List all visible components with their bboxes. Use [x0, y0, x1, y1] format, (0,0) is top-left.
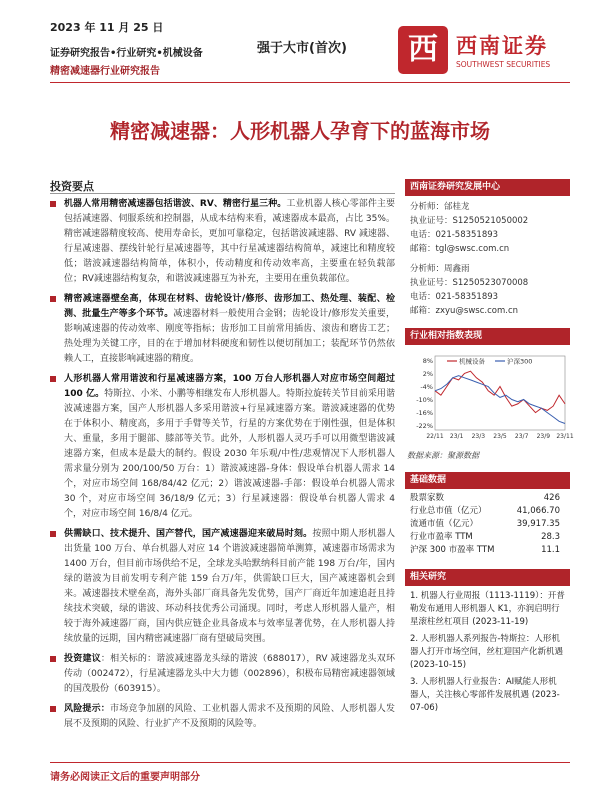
key-data-value: 39,917.35 — [516, 519, 560, 529]
paragraph-text: 工业机器人核心零部件主要包括减速器、伺服系统和控制器，从成本结构来看，减速器成本最高，占比 35%。精密减速器精度较高、使用寿命长，更加可靠稳定，包括谐波减速器、RV 减速器、行星减速器、摆线针轮行星减速器等，其中行星减速器结构简单，减速比和精度较低；谐波减速器结构简单，体积小，传动精度和传动效率高，主要重在轻负载部位；RV减速器结构复杂，和谐波减速器互为补充，主要用在重负载部位。 — [64, 199, 395, 284]
y-tick-label: 2% — [422, 369, 433, 378]
key-data-label: 沪深 300 市盈率 TTM — [410, 545, 495, 555]
key-data-value: 41,066.70 — [516, 506, 560, 516]
chart-source: 数据来源：聚源数据 — [407, 451, 479, 460]
summary-paragraph — [50, 372, 395, 522]
related-item[interactable]: 1. 机器人行业周报（1113-1119）：开普勒发布通用人形机器人 K1，亦润启明行星滚柱丝杠项目 (2023-11-19) — [410, 591, 565, 627]
y-tick-label: -16% — [416, 409, 433, 418]
footer-rule — [50, 762, 570, 763]
report-type-rest: •行业研究•机械设备 — [110, 48, 203, 59]
summary-rule — [50, 193, 395, 194]
logo-cn-text: 西南证券 — [456, 34, 548, 58]
report-type — [50, 44, 203, 59]
chart-wrap — [405, 348, 574, 448]
index-chart — [405, 348, 574, 448]
x-tick-label: 23/1 — [449, 433, 464, 440]
analyst-email[interactable]: 邮箱：tgl@swsc.com.cn — [410, 244, 510, 254]
summary-paragraph — [50, 702, 395, 732]
key-data-row — [405, 518, 570, 531]
key-data-row — [405, 531, 570, 544]
related-section — [405, 569, 570, 715]
key-data-value: 28.3 — [541, 532, 560, 542]
x-tick-label: 23/11 — [556, 433, 574, 440]
x-tick-label: 23/5 — [493, 433, 507, 440]
paragraph-lead: 投资建议 — [64, 654, 101, 664]
paragraph-lead: 机器人常用精密减速器包括谐波、RV、精密行星三种。 — [64, 199, 287, 209]
bullet-icon — [50, 706, 56, 712]
key-data-value: 426 — [543, 493, 560, 503]
x-tick-label: 23/7 — [514, 433, 529, 440]
summary-body — [50, 197, 395, 737]
analyst-phone: 电话：021-58351893 — [410, 230, 499, 240]
chart-section — [405, 328, 574, 461]
chart-heading: 行业相对指数表现 — [405, 328, 570, 345]
key-data-row — [405, 505, 570, 518]
paragraph-text: 按照中期人形机器人出货量 100 万台、单台机器人对应 14 个谐波减速器简单测算，减速器市场需求为 1400 万台，但目前市场供给不足，全球龙头哈默纳科目前产能 198 万台/年，国内绿的谐波为目前发明专利产能 159 台万/年，供需缺口巨大，国产减速器机会到来。减速器技术壁垒高，海外头部厂商具备先发优势，国产厂商近年加速追赶且持续技术突破，绿的谐波、环动科技优秀公司涌现。同时，考虑人形机器人量产，相较于海外减速器厂商，国内供应链企业具备成本与效率显著优势，在人形机器人持续放量的远期，国内精密减速器厂商有望破局突围。 — [64, 529, 395, 644]
bullet-icon — [50, 376, 56, 382]
research-center-heading: 西南证券研究发展中心 — [405, 179, 570, 196]
bullet-icon — [50, 296, 56, 302]
y-tick-label: 8% — [422, 356, 433, 365]
key-data-heading: 基础数据 — [405, 472, 570, 489]
paragraph-lead: 供需缺口、技术提升、国产替代，国产减速器迎来破局时刻。 — [64, 529, 313, 539]
x-tick-label: 23/9 — [536, 433, 551, 440]
legend-label: 沪深300 — [507, 357, 533, 366]
series-line — [435, 376, 565, 424]
footer-disclaimer: 请务必阅读正文后的重要声明部分 — [50, 772, 200, 783]
logo-en-text: SOUTHWEST SECURITIES — [456, 60, 551, 69]
related-list — [405, 586, 570, 715]
rating: 强于大市(首次) — [257, 41, 347, 56]
key-data-label: 流通市值（亿元） — [410, 519, 479, 529]
bullet-icon — [50, 201, 56, 207]
related-item[interactable]: 3. 人形机器人行业报告：AI赋能人形机器人，关注核心零部件发展机遇 (2023-07-06) — [410, 677, 560, 713]
key-data-label: 行业市盈率 TTM — [410, 532, 473, 542]
summary-paragraph — [50, 652, 395, 697]
related-item[interactable]: 2. 人形机器人系列报告-特斯拉：人形机器人打开市场空间，丝杠迎国产化新机遇 (2023-10-15) — [410, 634, 564, 670]
summary-paragraph — [50, 527, 395, 647]
report-type-bold: 证券研究报告 — [50, 48, 110, 59]
analyst-name: 分析师：周鑫雨 — [410, 264, 470, 274]
plot-frame — [435, 356, 565, 430]
analyst-block — [405, 196, 570, 318]
x-tick-label: 23/3 — [471, 433, 486, 440]
key-data-section — [405, 472, 570, 557]
y-tick-label: -4% — [420, 382, 433, 391]
y-tick-label: -22% — [416, 422, 433, 431]
y-tick-label: -10% — [416, 396, 433, 405]
key-data-label: 行业总市值（亿元） — [410, 506, 487, 516]
summary-paragraph — [50, 292, 395, 367]
paragraph-text: 特斯拉、小米、小鹏等相继发布人形机器人。特斯拉旋转关节目前采用谐波减速器方案，国产人形机器人多采用谐波+行星减速器方案。谐波减速器的优势在于体积小、精度高，多用于手臂等关节，行星的方案优势在于刚性强，但是体积大、重量，多用于腿部、膝部等关节。此外，人形机器人灵巧手可以用微型谐波减速器方案，但成本是最大的制约。假设 2030 年乐观/中性/悲观情况下人形机器人需求量分别为 200/100/50 万台：1）谐波减速器-身体：假设单台机器人需求 14 个，对应市场空间 168/84/42 亿元；2）谐波减速器-手部：假设单台机器人需求 30 个，对应市场空间 36/18/9 亿元；3）行星减速器：假设单台机器人需求 4 个，对应市场空间 16/8/4 亿元。 — [64, 389, 395, 519]
report-series: 精密减速器行业研究报告 — [50, 66, 160, 77]
key-data-label: 股票家数 — [410, 493, 445, 503]
key-data-row — [405, 544, 570, 557]
key-data-value: 11.1 — [541, 545, 560, 555]
paragraph-text: ：相关标的：谐波减速器龙头绿的谐波（688017），RV 减速器龙头双环传动（002472），行星减速器龙头中大力德（002896），积极布局精密减速器领域的国茂股份（603915）。 — [64, 654, 395, 694]
header-rule — [50, 82, 570, 83]
paragraph-lead: 精密减速器壁垒高，体现在材料、齿轮设计/修形、齿形加工、热处理、装配、检测、批量生产等多个环节。 — [64, 294, 395, 319]
logo — [398, 26, 568, 78]
logo-mark: 西 — [398, 26, 448, 74]
analyst-cert: 执业证号：S1250521050002 — [410, 216, 529, 226]
report-date: 2023 年 11 月 25 日 — [50, 21, 164, 34]
analyst-name: 分析师：邰桂龙 — [410, 202, 470, 212]
related-heading: 相关研究 — [405, 569, 570, 586]
x-tick-label: 22/11 — [426, 433, 444, 440]
bullet-icon — [50, 656, 56, 662]
summary-heading: 投资要点 — [50, 180, 94, 193]
sidebar — [405, 179, 574, 715]
legend-label: 机械设备 — [459, 357, 485, 366]
analyst-email[interactable]: 邮箱：zxyu@swsc.com.cn — [410, 306, 519, 316]
paragraph-text: 减速器材料一般使用合金钢；齿轮设计/修形发关重要，影响减速器的传动效率、刚度等指标；齿形加工目前常用插齿、滚齿和磨齿工艺；热处理为关键工序，目的在于增加材料硬度和韧性以便切削加工；装配环节仍然依赖人工，直接影响减速器的精度。 — [64, 309, 395, 364]
bullet-icon — [50, 531, 56, 537]
analyst-cert: 执业证号：S1250523070008 — [410, 278, 529, 288]
paragraph-lead: 人形机器人常用谐波和行星减速器方案，100 万台人形机器人对应市场空间超过 100 亿。 — [64, 374, 395, 399]
page-title: 精密减速器：人形机器人孕育下的蓝海市场 — [110, 119, 490, 143]
summary-paragraph — [50, 197, 395, 287]
key-data-table — [405, 489, 570, 557]
analyst-phone: 电话：021-58351893 — [410, 292, 499, 302]
paragraph-lead: 风险提示： — [64, 704, 110, 714]
paragraph-text: 市场竞争加剧的风险、工业机器人需求不及预期的风险、人形机器人发展不及预期的风险、行业扩产不及预期的风险等。 — [64, 704, 395, 729]
key-data-row — [405, 492, 570, 505]
